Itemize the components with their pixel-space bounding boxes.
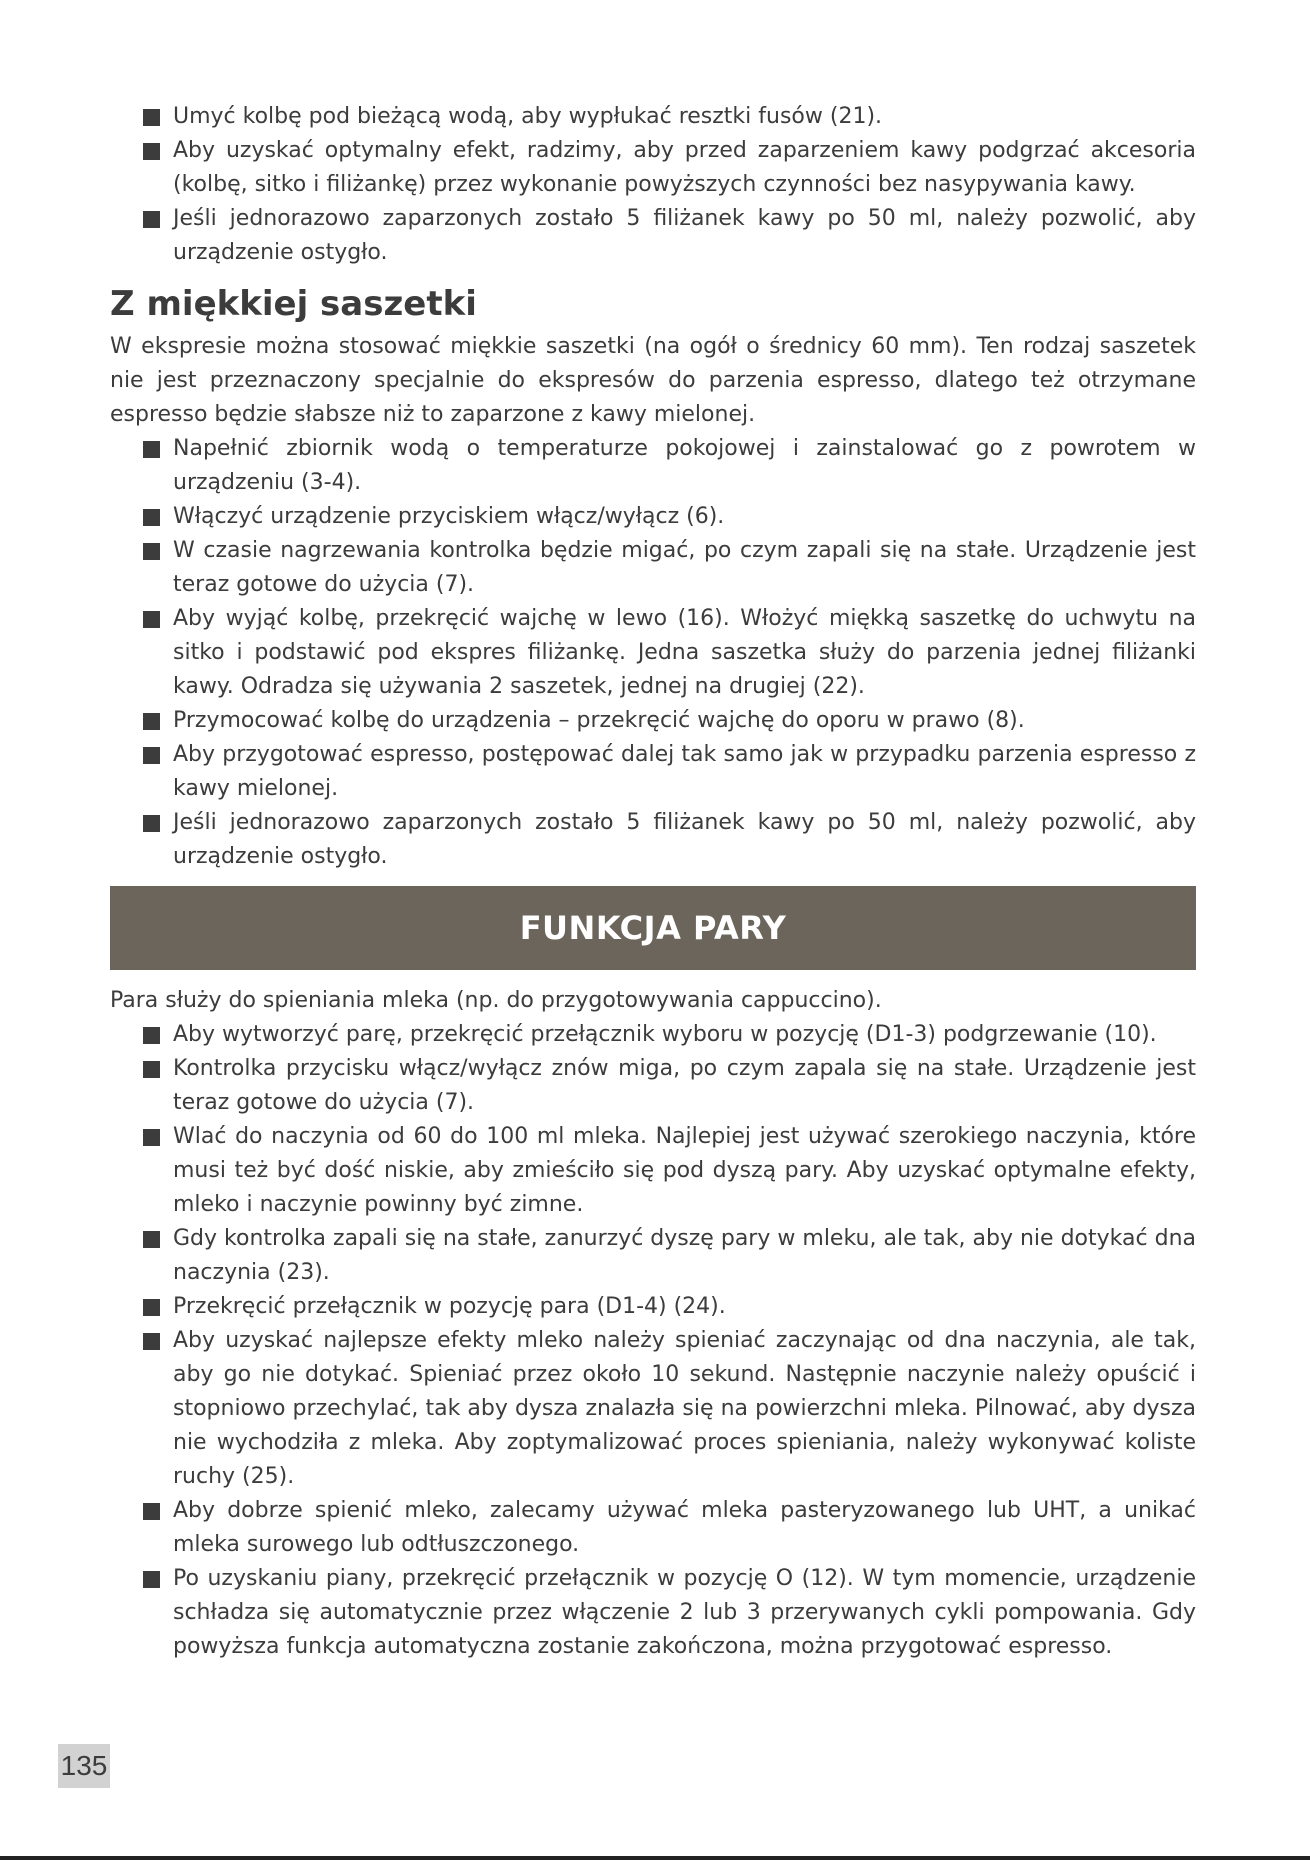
square-bullet-icon bbox=[143, 1571, 160, 1588]
square-bullet-icon bbox=[143, 509, 160, 526]
list-item-text: Aby uzyskać najlepsze efekty mleko należy spieniać zaczynając od dna naczynia, ale tak, aby go nie dotykać. Spieniać przez około 10 sekund. Następnie naczynie należy opuścić i stopniowo przechylać, tak aby dysza znalazła się na powierzchni mleka. Pilnować, aby dysza nie wychodziła z mleka. Aby zoptymalizować proces spieniania, należy wykonywać koliste ruchy (25). bbox=[173, 1328, 1196, 1489]
square-bullet-icon bbox=[143, 109, 160, 126]
list-item bbox=[110, 1290, 1196, 1324]
list-item-text: Włączyć urządzenie przyciskiem włącz/wyłącz (6). bbox=[173, 504, 725, 529]
square-bullet-icon bbox=[143, 1129, 160, 1146]
banner-title: FUNKCJA PARY bbox=[519, 909, 787, 947]
square-bullet-icon bbox=[143, 1027, 160, 1044]
square-bullet-icon bbox=[143, 441, 160, 458]
list-item bbox=[110, 1222, 1196, 1290]
square-bullet-icon bbox=[143, 1061, 160, 1078]
steam-intro: Para służy do spieniania mleka (np. do przygotowywania cappuccino). bbox=[110, 988, 882, 1013]
list-item bbox=[110, 602, 1196, 704]
steam-bullet-list bbox=[110, 1018, 1196, 1664]
list-item bbox=[110, 1120, 1196, 1222]
top-bullet-list bbox=[110, 100, 1196, 270]
list-item-text: Aby przygotować espresso, postępować dalej tak samo jak w przypadku parzenia espresso z kawy mielonej. bbox=[173, 742, 1196, 801]
list-item bbox=[110, 432, 1196, 500]
list-item bbox=[110, 1562, 1196, 1664]
list-item-text: Aby wyjąć kolbę, przekręcić wajchę w lewo (16). Włożyć miękką saszetkę do uchwytu na sitko i podstawić pod ekspres filiżankę. Jedna saszetka służy do parzenia jednej filiżanki kawy. Odradza się używania 2 saszetek, jednej na drugiej (22). bbox=[173, 606, 1196, 699]
list-item-text: Wlać do naczynia od 60 do 100 ml mleka. Najlepiej jest używać szerokiego naczynia, które musi też być dość niskie, aby zmieściło się pod dyszą pary. Aby uzyskać optymalne efekty, mleko i naczynie powinny być zimne. bbox=[173, 1124, 1196, 1217]
square-bullet-icon bbox=[143, 543, 160, 560]
list-item-text: Gdy kontrolka zapali się na stałe, zanurzyć dyszę pary w mleku, ale tak, aby nie dotykać dna naczynia (23). bbox=[173, 1226, 1196, 1285]
square-bullet-icon bbox=[143, 143, 160, 160]
list-item bbox=[110, 738, 1196, 806]
list-item bbox=[110, 704, 1196, 738]
square-bullet-icon bbox=[143, 1231, 160, 1248]
list-item-text: Po uzyskaniu piany, przekręcić przełącznik w pozycję O (12). W tym momencie, urządzenie schładza się automatycznie przez włączenie 2 lub 3 przerywanych cykli pompowania. Gdy powyższa funkcja automatyczna zostanie zakończona, można przygotować espresso. bbox=[173, 1566, 1196, 1659]
list-item bbox=[110, 1324, 1196, 1494]
list-item-text: Napełnić zbiornik wodą o temperaturze pokojowej i zainstalować go z powrotem w urządzeniu (3-4). bbox=[173, 436, 1196, 495]
soft-pod-intro: W ekspresie można stosować miękkie saszetki (na ogół o średnicy 60 mm). Ten rodzaj saszetek nie jest przeznaczony specjalnie do ekspresów do parzenia espresso, dlatego też otrzymane espresso będzie słabsze niż to zaparzone z kawy mielonej. bbox=[110, 334, 1196, 427]
square-bullet-icon bbox=[143, 1299, 160, 1316]
square-bullet-icon bbox=[143, 713, 160, 730]
list-item-text: Aby wytworzyć parę, przekręcić przełącznik wyboru w pozycję (D1-3) podgrzewanie (10). bbox=[173, 1022, 1157, 1047]
square-bullet-icon bbox=[143, 1503, 160, 1520]
section-banner-steam bbox=[110, 886, 1196, 970]
list-item-text: W czasie nagrzewania kontrolka będzie migać, po czym zapali się na stałe. Urządzenie jest teraz gotowe do użycia (7). bbox=[173, 538, 1196, 597]
list-item bbox=[110, 202, 1196, 270]
list-item bbox=[110, 1494, 1196, 1562]
list-item-text: Umyć kolbę pod bieżącą wodą, aby wypłukać resztki fusów (21). bbox=[173, 104, 883, 129]
square-bullet-icon bbox=[143, 747, 160, 764]
list-item bbox=[110, 534, 1196, 602]
square-bullet-icon bbox=[143, 211, 160, 228]
square-bullet-icon bbox=[143, 611, 160, 628]
list-item bbox=[110, 1052, 1196, 1120]
list-item bbox=[110, 806, 1196, 874]
list-item-text: Aby dobrze spienić mleko, zalecamy używać mleka pasteryzowanego lub UHT, a unikać mleka surowego lub odtłuszczonego. bbox=[173, 1498, 1196, 1557]
list-item bbox=[110, 100, 1196, 134]
square-bullet-icon bbox=[143, 815, 160, 832]
list-item-text: Kontrolka przycisku włącz/wyłącz znów miga, po czym zapala się na stałe. Urządzenie jest teraz gotowe do użycia (7). bbox=[173, 1056, 1196, 1115]
list-item-text: Przymocować kolbę do urządzenia – przekręcić wajchę do oporu w prawo (8). bbox=[173, 708, 1025, 733]
list-item-text: Przekręcić przełącznik w pozycję para (D1-4) (24). bbox=[173, 1294, 726, 1319]
soft-pod-bullet-list bbox=[110, 432, 1196, 874]
list-item-text: Jeśli jednorazowo zaparzonych zostało 5 filiżanek kawy po 50 ml, należy pozwolić, aby urządzenie ostygło. bbox=[173, 810, 1196, 869]
list-item-text: Aby uzyskać optymalny efekt, radzimy, aby przed zaparzeniem kawy podgrzać akcesoria (kolbę, sitko i filiżankę) przez wykonanie powyższych czynności bez nasypywania kawy. bbox=[173, 138, 1196, 197]
section-title-soft-pod: Z miękkiej saszetki bbox=[110, 284, 477, 324]
bottom-rule bbox=[0, 1856, 1310, 1860]
list-item bbox=[110, 1018, 1196, 1052]
square-bullet-icon bbox=[143, 1333, 160, 1350]
document-page bbox=[110, 100, 1196, 1664]
list-item bbox=[110, 134, 1196, 202]
page-number: 135 bbox=[58, 1744, 110, 1788]
list-item bbox=[110, 500, 1196, 534]
list-item-text: Jeśli jednorazowo zaparzonych zostało 5 filiżanek kawy po 50 ml, należy pozwolić, aby urządzenie ostygło. bbox=[173, 206, 1196, 265]
